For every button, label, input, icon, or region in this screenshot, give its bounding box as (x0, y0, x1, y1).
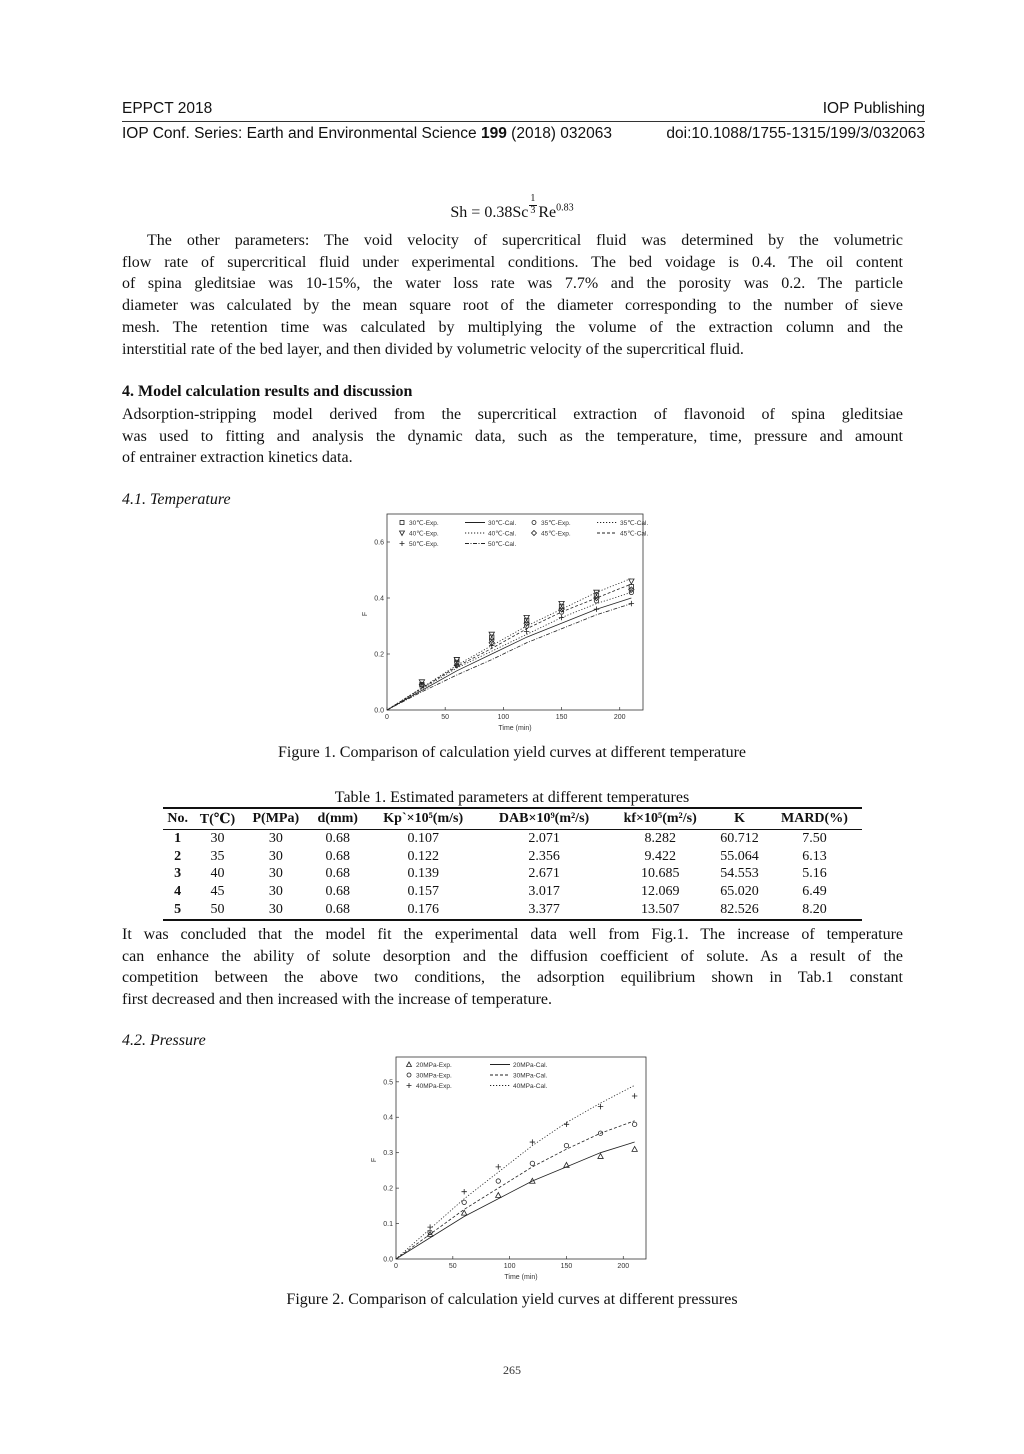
x-tick-label: 100 (497, 714, 510, 721)
x-axis-label: Time (min) (498, 725, 532, 732)
col-header-pressure: P(MPa) (243, 808, 309, 830)
data-point (559, 615, 564, 620)
data-point (632, 1146, 637, 1151)
table-cell: 30 (210, 830, 225, 846)
series-suffix: (2018) 032063 (506, 125, 612, 142)
figure2-caption: Figure 2. Comparison of calculation yield curves at different pressures (286, 1291, 738, 1308)
table-cell: 50 (192, 901, 242, 920)
data-point (496, 1193, 501, 1198)
table-cell: 30 (268, 848, 283, 864)
table-cell: 2.356 (528, 848, 560, 864)
data-point (461, 1189, 466, 1194)
y-tick-label: 0.4 (383, 1114, 393, 1122)
legend-label: 30℃-Exp. (409, 520, 439, 527)
paragraph-model-intro (122, 404, 903, 469)
table-cell: 6.49 (802, 884, 827, 900)
table-cell: 13.507 (608, 901, 712, 920)
conference-name: EPPCT 2018 (122, 100, 213, 117)
header-rule (122, 121, 925, 122)
volume-number: 199 (480, 125, 507, 142)
data-point (496, 1179, 500, 1183)
data-point (530, 1139, 535, 1144)
table-cell: 0.68 (325, 866, 350, 882)
table-cell: 60.712 (720, 830, 759, 846)
table-cell: 3.017 (528, 884, 560, 900)
data-point (598, 1154, 603, 1159)
y-tick-label: 0.2 (383, 1185, 393, 1193)
table-cell: 0.68 (325, 884, 350, 900)
table-cell: 8.20 (767, 901, 862, 920)
x-tick-label: 0 (385, 714, 389, 721)
legend-label: 50℃-Cal. (488, 541, 517, 548)
calc-curve (396, 1142, 635, 1259)
data-point (524, 629, 529, 634)
y-tick-label: 0.5 (383, 1079, 393, 1087)
col-header-kp: Kp`×10⁵(m/s) (366, 808, 479, 830)
legend-label: 30℃-Cal. (488, 520, 517, 527)
col-header-temperature: T(℃) (192, 808, 242, 830)
running-header-bottom (122, 125, 925, 143)
legend-label: 40℃-Cal. (488, 530, 517, 538)
text-line: interstitial rate of the bed layer, and then divided by volumetric velocity of the supercritical fluid. (122, 340, 744, 358)
y-tick-label: 0.1 (383, 1221, 393, 1229)
col-header-kf: kf×10⁵(m²/s) (608, 808, 712, 830)
table-cell: 30 (243, 901, 309, 920)
data-point (629, 579, 634, 584)
x-axis-label: Time (min) (504, 1274, 538, 1281)
calc-curve (396, 1085, 635, 1259)
y-axis-label: F (362, 611, 369, 617)
calc-curve (387, 604, 631, 710)
figure1-caption: Figure 1. Comparison of calculation yield curves at different temperature (278, 744, 746, 761)
table-row (163, 830, 862, 848)
table-cell: 45 (210, 884, 225, 900)
table-cell: 0.68 (325, 830, 350, 846)
table-cell: 2.671 (528, 866, 560, 882)
legend-label: 50℃-Exp. (409, 541, 439, 548)
data-point (632, 1093, 637, 1098)
text-line: It was concluded that the model fit the experimental data well from Fig.1. The increase of temperature (122, 926, 903, 943)
data-point (427, 1224, 432, 1229)
data-point (564, 1122, 569, 1127)
data-point (594, 607, 599, 612)
x-tick-label: 150 (560, 1263, 573, 1270)
table-row (163, 883, 862, 901)
table-cell: 0.139 (407, 866, 439, 882)
equation-re-exponent: 0.83 (556, 202, 574, 214)
legend-marker (400, 541, 405, 546)
legend-marker (400, 531, 405, 536)
legend-marker (532, 531, 537, 536)
table-cell: 0.176 (366, 901, 479, 920)
text-line: first decreased and then increased with the increase of temperature. (122, 991, 553, 1009)
data-point (462, 1200, 466, 1204)
text-line: flow rate of supercritical fluid under experimental conditions. The bed voidage is 0.4. The oil content (122, 253, 903, 271)
table-cell: 2.071 (528, 830, 560, 846)
table1-title: Table 1. Estimated parameters at different temperatures (334, 789, 690, 806)
legend-label: 45℃-Cal. (620, 530, 649, 538)
table-cell: 8.282 (644, 830, 676, 846)
text-line: was used to fitting and analysis the dynamic data, such as the temperature, time, pressure and amount (122, 427, 903, 445)
table-cell: 12.069 (640, 884, 680, 900)
y-tick-label: 0.4 (374, 595, 384, 603)
figure1-svg (355, 510, 675, 742)
legend-marker (532, 521, 536, 525)
y-tick-label: 0.6 (374, 539, 384, 547)
col-header-dab: DAB×10⁹(m²/s) (480, 808, 608, 830)
data-point (598, 1104, 603, 1109)
table-cell: 55.064 (720, 848, 759, 864)
x-tick-label: 100 (503, 1263, 516, 1270)
table-cell: 2 (174, 848, 182, 864)
figure2-chart (362, 1052, 682, 1286)
running-header-top (122, 100, 925, 118)
equation-exponent-fraction (528, 193, 538, 216)
y-axis-label: F (371, 1157, 378, 1163)
table-cell: 0.157 (407, 884, 439, 900)
text-line: competition between the above two conditions, the adsorption equilibrium shown in Tab.1 constant (122, 969, 903, 987)
doi: doi:10.1088/1755-1315/199/3/032063 (666, 125, 925, 142)
table-cell: 5 (163, 901, 192, 920)
sherwood-equation (0, 193, 1024, 222)
x-tick-label: 50 (441, 714, 450, 721)
table-cell: 5.16 (802, 866, 827, 882)
subsection-heading-temperature: 4.1. Temperature (122, 491, 231, 508)
table-cell: 40 (210, 866, 225, 882)
text-line: can enhance the ability of solute desorption and the diffusion coefficient of solute. As a result of the (122, 947, 903, 965)
subsection-heading-pressure: 4.2. Pressure (122, 1032, 206, 1049)
data-point (530, 1161, 534, 1165)
data-point (564, 1143, 568, 1147)
series-prefix: IOP Conf. Series: Earth and Environmental Science (122, 125, 481, 142)
y-tick-label: 0.0 (383, 1256, 393, 1264)
text-line: of spina gleditsiae was 10-15%, the water loss rate was 7.7% and the porosity was 0.2. The particle (122, 275, 903, 293)
table-cell: 30 (268, 830, 283, 846)
data-point (496, 1164, 501, 1169)
table-cell: 82.526 (712, 901, 767, 920)
legend-marker (400, 521, 404, 525)
publisher-name: IOP Publishing (822, 100, 925, 117)
section-heading: 4. Model calculation results and discussion (122, 383, 413, 400)
x-tick-label: 150 (555, 714, 568, 721)
calc-curve (387, 598, 631, 710)
text-line: diameter was calculated by the mean square root of the diameter corresponding to the number of sieve (122, 297, 903, 315)
data-point (632, 1122, 636, 1126)
paragraph-other-parameters (122, 230, 903, 360)
table-cell: 7.50 (802, 830, 827, 846)
data-point (629, 601, 634, 606)
legend-label: 35℃-Exp. (541, 520, 571, 527)
col-header-no: No. (163, 808, 192, 830)
table-row (163, 866, 862, 884)
col-header-diameter: d(mm) (309, 808, 366, 830)
y-tick-label: 0.0 (374, 707, 384, 715)
table1 (163, 807, 862, 921)
table-header-row (163, 808, 862, 830)
x-tick-label: 200 (613, 714, 626, 721)
text-line: mesh. The retention time was calculated by multiplying the volume of the extraction column and the (122, 318, 903, 336)
table-row (163, 901, 862, 920)
legend-marker (407, 1083, 412, 1088)
equation-lhs: Sh = 0.38Sc (450, 204, 529, 221)
legend-label: 40℃-Exp. (409, 530, 439, 538)
table-cell: 9.422 (644, 848, 676, 864)
equation-re: Re (538, 204, 557, 221)
table-cell: 6.13 (802, 848, 827, 864)
legend-label: 35℃-Cal. (620, 520, 649, 527)
legend-label: 30MPa-Cal. (513, 1072, 548, 1080)
x-tick-label: 200 (617, 1263, 630, 1270)
table-cell: 54.553 (720, 866, 759, 882)
text-line: of entrainer extraction kinetics data. (122, 449, 353, 467)
legend-label: 40MPa-Exp. (416, 1083, 452, 1090)
paragraph-temperature-discussion (122, 924, 903, 1011)
legend-label: 20MPa-Exp. (416, 1062, 452, 1069)
table-cell: 1 (174, 830, 182, 846)
table-cell: 0.68 (309, 901, 366, 920)
col-header-k: K (712, 808, 767, 830)
legend-label: 45℃-Exp. (541, 530, 571, 538)
table-cell: 35 (210, 848, 225, 864)
x-tick-label: 50 (448, 1263, 457, 1270)
table-cell: 0.68 (325, 848, 350, 864)
table-cell: 30 (268, 884, 283, 900)
table-cell: 10.685 (640, 866, 680, 882)
fraction-numerator: 1 (530, 193, 536, 204)
table-row (163, 848, 862, 866)
fraction-denominator: 3 (530, 205, 536, 216)
table-cell: 0.122 (407, 848, 439, 864)
legend-label: 20MPa-Cal. (513, 1062, 548, 1069)
text-line: Adsorption-stripping model derived from the supercritical extraction of flavonoid of spina gleditsiae (122, 406, 903, 423)
text-line: The other parameters: The void velocity of supercritical fluid was determined by the volumetric (147, 232, 903, 249)
legend-label: 30MPa-Exp. (416, 1072, 452, 1080)
legend-marker (407, 1073, 411, 1077)
table-cell: 0.107 (407, 830, 439, 846)
table-cell: 3 (174, 866, 182, 882)
calc-curve (387, 578, 631, 710)
legend-label: 40MPa-Cal. (513, 1083, 548, 1090)
figure2-svg (362, 1052, 682, 1286)
table-cell: 30 (268, 866, 283, 882)
x-tick-label: 0 (394, 1263, 398, 1270)
table-cell: 3.377 (480, 901, 608, 920)
table-cell: 4 (174, 884, 182, 900)
legend-marker (407, 1062, 412, 1067)
figure1-chart (355, 510, 675, 742)
y-tick-label: 0.2 (374, 651, 384, 659)
table-cell: 65.020 (720, 884, 759, 900)
y-tick-label: 0.3 (383, 1150, 393, 1158)
page-number: 265 (503, 1363, 521, 1377)
col-header-mard: MARD(%) (767, 808, 862, 830)
